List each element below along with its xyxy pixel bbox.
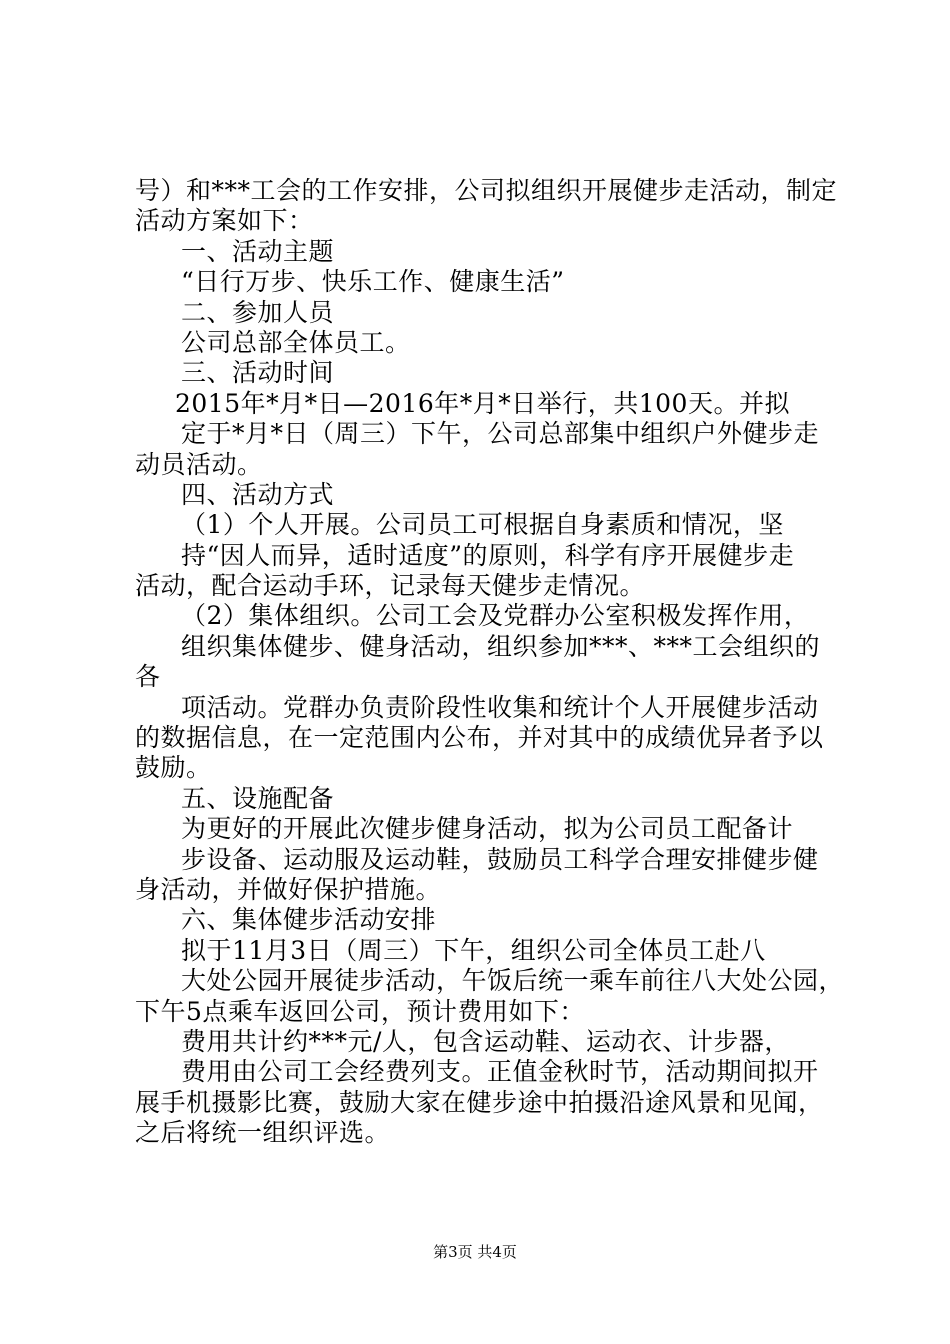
paragraph-line: 鼓励。 — [135, 753, 212, 783]
paragraph-line: 的数据信息，在一定范围内公布，并对其中的成绩优异者予以 — [135, 723, 824, 753]
paragraph-line: （1）个人开展。公司员工可根据自身素质和情况，坚 — [181, 510, 784, 540]
paragraph-line: “日行万步、快乐工作、健康生活” — [181, 267, 565, 297]
paragraph-line: 拟于11月3日（周三）下午，组织公司全体员工赴八 — [181, 935, 766, 965]
paragraph-line: 持“因人而异，适时适度”的原则，科学有序开展健步走 — [181, 540, 795, 570]
paragraph-line: 身活动，并做好保护措施。 — [135, 874, 442, 904]
section-heading: 六、集体健步活动安排 — [181, 905, 437, 935]
paragraph-line: 之后将统一组织评选。 — [135, 1118, 391, 1148]
paragraph-line: 费用由公司工会经费列支。正值金秋时节，活动期间拟开 — [181, 1057, 819, 1087]
paragraph-line: 组织集体健步、健身活动，组织参加***、***工会组织的 — [181, 631, 821, 661]
paragraph-line: 公司总部全体员工。 — [181, 327, 411, 357]
paragraph-line: 步设备、运动服及运动鞋，鼓励员工科学合理安排健步健 — [181, 844, 819, 874]
paragraph-line: 费用共计约***元/人，包含运动鞋、运动衣、计步器， — [181, 1026, 790, 1056]
paragraph-line: 项活动。党群办负责阶段性收集和统计个人开展健步活动 — [181, 692, 819, 722]
paragraph-line: 下午5点乘车返回公司，预计费用如下： — [135, 996, 585, 1026]
document-body — [135, 176, 845, 1149]
paragraph-line: 大处公园开展徒步活动，午饭后统一乘车前往八大处公园， — [181, 966, 845, 996]
paragraph-line: 为更好的开展此次健步健身活动，拟为公司员工配备计 — [181, 814, 794, 844]
paragraph-line: 活动方案如下： — [135, 206, 314, 236]
paragraph-line: 号）和***工会的工作安排，公司拟组织开展健步走活动，制定 — [135, 176, 838, 205]
paragraph-line: （2）集体组织。公司工会及党群办公室积极发挥作用， — [181, 601, 810, 631]
paragraph-line: 2015年*月*日—2016年*月*日举行，共100天。并拟 — [175, 388, 790, 418]
page-number-footer: 第3页 共4页 — [433, 1243, 517, 1261]
section-heading: 一、活动主题 — [181, 236, 335, 266]
section-heading: 二、参加人员 — [181, 297, 335, 327]
section-heading: 五、设施配备 — [181, 783, 335, 813]
section-heading: 四、活动方式 — [181, 479, 335, 509]
paragraph-line: 活动，配合运动手环，记录每天健步走情况。 — [135, 571, 646, 601]
paragraph-line: 展手机摄影比赛，鼓励大家在健步途中拍摄沿途风景和见闻， — [135, 1087, 824, 1117]
paragraph-line: 动员活动。 — [135, 449, 263, 479]
paragraph-line: 各 — [135, 662, 161, 692]
section-heading: 三、活动时间 — [181, 358, 335, 388]
paragraph-line: 定于*月*日（周三）下午，公司总部集中组织户外健步走 — [181, 419, 820, 449]
